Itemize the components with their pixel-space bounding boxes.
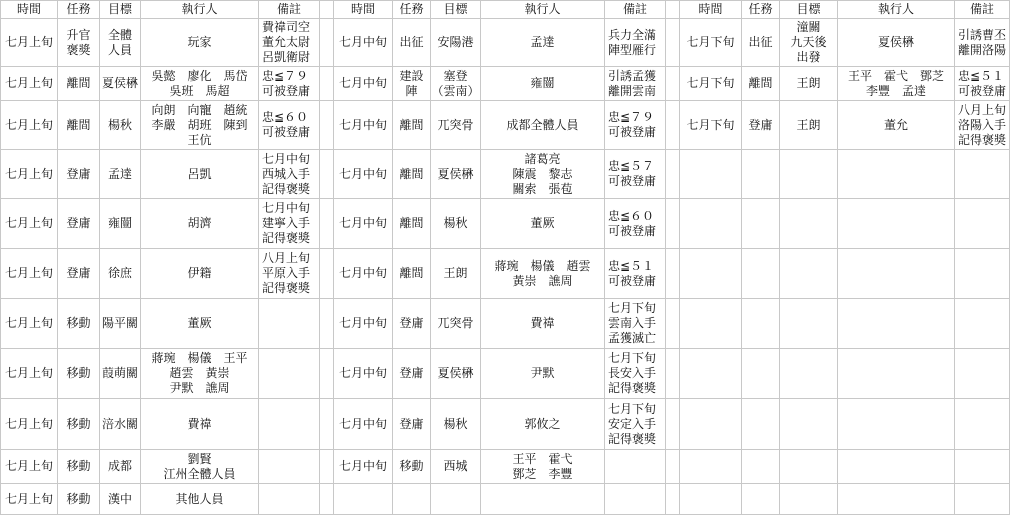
table-cell: 登庸 (58, 249, 100, 299)
header-cell (320, 0, 334, 19)
header-cell: 目標 (100, 0, 141, 19)
table-cell (680, 249, 742, 299)
table-cell: 出征 (742, 19, 780, 67)
table-cell: 王平 霍弋 鄧芝 李豐 孟達 (838, 67, 955, 101)
table-cell: 全體 人員 (100, 19, 141, 67)
header-cell: 備註 (955, 0, 1010, 19)
table-cell: 孟達 (481, 19, 605, 67)
table-cell: 七月上旬 (0, 299, 58, 349)
table-cell: 離間 (393, 150, 431, 199)
table-cell (666, 484, 680, 515)
table-cell: 費禕 (481, 299, 605, 349)
table-cell: 七月中旬 (334, 67, 393, 101)
table-cell: 移動 (58, 450, 100, 484)
table-cell: 七月下旬 (680, 101, 742, 150)
table-cell: 七月上旬 (0, 484, 58, 515)
table-cell (838, 399, 955, 450)
table-cell (320, 19, 334, 67)
table-cell: 七月上旬 (0, 249, 58, 299)
header-cell (666, 0, 680, 19)
table-cell: 王朗 (780, 67, 838, 101)
table-cell: 王朗 (780, 101, 838, 150)
table-cell: 忠≦５１ 可被登庸 (955, 67, 1010, 101)
table-cell: 忠≦７９ 可被登庸 (605, 101, 666, 150)
table-cell (780, 349, 838, 399)
table-cell (780, 484, 838, 515)
table-cell: 安陽港 (431, 19, 481, 67)
table-cell (605, 450, 666, 484)
table-cell (481, 484, 605, 515)
table-cell: 潼關 九天後 出發 (780, 19, 838, 67)
table-cell: 夏侯楙 (838, 19, 955, 67)
table-cell (838, 150, 955, 199)
table-cell: 七月上旬 (0, 450, 58, 484)
table-cell: 忠≦７９ 可被登庸 (259, 67, 320, 101)
table-cell (666, 67, 680, 101)
table-cell: 楊秋 (431, 399, 481, 450)
table-cell (680, 299, 742, 349)
header-cell: 任務 (393, 0, 431, 19)
table-cell (320, 450, 334, 484)
header-cell: 時間 (334, 0, 393, 19)
table-cell: 王朗 (431, 249, 481, 299)
table-cell (320, 484, 334, 515)
table-cell: 蔣琬 楊儀 趙雲 黃崇 譙周 (481, 249, 605, 299)
table-cell (259, 399, 320, 450)
table-cell: 登庸 (58, 150, 100, 199)
table-cell: 七月中旬 (334, 299, 393, 349)
header-cell: 執行人 (481, 0, 605, 19)
table-cell: 移動 (393, 450, 431, 484)
table-cell: 引誘曹丕 離開洛陽 (955, 19, 1010, 67)
table-cell (320, 299, 334, 349)
table-cell: 夏侯楙 (431, 150, 481, 199)
table-cell (393, 484, 431, 515)
table-cell: 成都 (100, 450, 141, 484)
table-cell (259, 299, 320, 349)
table-cell: 西城 (431, 450, 481, 484)
table-cell: 七月上旬 (0, 67, 58, 101)
table-cell (680, 349, 742, 399)
table-cell: 夏侯楙 (431, 349, 481, 399)
table-cell: 建設 陣 (393, 67, 431, 101)
table-cell (334, 484, 393, 515)
table-cell (955, 299, 1010, 349)
table-cell: 移動 (58, 299, 100, 349)
table-cell: 七月上旬 (0, 199, 58, 249)
table-cell (259, 484, 320, 515)
table-cell: 費禕 (141, 399, 259, 450)
table-cell: 登庸 (58, 199, 100, 249)
table-cell (955, 450, 1010, 484)
table-cell: 登庸 (393, 299, 431, 349)
table-cell: 七月下旬 (680, 19, 742, 67)
table-cell (838, 199, 955, 249)
table-cell (680, 450, 742, 484)
table-cell: 移動 (58, 399, 100, 450)
table-cell: 離間 (742, 67, 780, 101)
table-cell: 離間 (58, 101, 100, 150)
table-cell (666, 199, 680, 249)
table-cell: 兀突骨 (431, 101, 481, 150)
table-cell: 楊秋 (100, 101, 141, 150)
table-cell: 董厥 (481, 199, 605, 249)
table-cell: 七月中旬 (334, 450, 393, 484)
table-cell: 伊籍 (141, 249, 259, 299)
table-cell (838, 299, 955, 349)
table-cell: 忠≦５７ 可被登庸 (605, 150, 666, 199)
table-cell: 七月中旬 建寧入手 記得褒獎 (259, 199, 320, 249)
table-cell: 登庸 (742, 101, 780, 150)
table-cell (838, 349, 955, 399)
table-cell: 尹默 (481, 349, 605, 399)
header-cell: 時間 (680, 0, 742, 19)
table-cell (666, 101, 680, 150)
table-cell: 徐庶 (100, 249, 141, 299)
header-cell: 備註 (605, 0, 666, 19)
table-cell (320, 399, 334, 450)
table-cell: 郭攸之 (481, 399, 605, 450)
table-cell (320, 199, 334, 249)
table-cell: 楊秋 (431, 199, 481, 249)
table-cell: 七月中旬 (334, 199, 393, 249)
table-cell (780, 199, 838, 249)
table-cell (431, 484, 481, 515)
table-cell (955, 150, 1010, 199)
table-cell (680, 199, 742, 249)
table-cell: 孟達 (100, 150, 141, 199)
table-cell: 夏侯楙 (100, 67, 141, 101)
table-cell: 離間 (393, 101, 431, 150)
header-cell: 任務 (58, 0, 100, 19)
table-cell: 離間 (58, 67, 100, 101)
table-cell: 離間 (393, 249, 431, 299)
table-cell: 七月下旬 安定入手 記得褒獎 (605, 399, 666, 450)
table-cell: 董厥 (141, 299, 259, 349)
table-cell: 陽平關 (100, 299, 141, 349)
table-cell: 蔣琬 楊儀 王平 趙雲 黃崇 尹默 譙周 (141, 349, 259, 399)
table-cell: 八月上旬 平原入手 記得褒獎 (259, 249, 320, 299)
table-cell (780, 249, 838, 299)
table-cell: 七月中旬 (334, 19, 393, 67)
table-cell (780, 299, 838, 349)
table-cell: 其他人員 (141, 484, 259, 515)
header-cell: 目標 (780, 0, 838, 19)
table-cell (780, 399, 838, 450)
header-cell: 執行人 (838, 0, 955, 19)
table-cell (666, 150, 680, 199)
table-cell (320, 150, 334, 199)
table-cell: 七月上旬 (0, 349, 58, 399)
table-cell: 七月下旬 (680, 67, 742, 101)
table-cell: 離間 (393, 199, 431, 249)
table-cell: 七月中旬 (334, 399, 393, 450)
table-cell: 董允 (838, 101, 955, 150)
table-cell: 八月上旬 洛陽入手 記得褒獎 (955, 101, 1010, 150)
table-cell (605, 484, 666, 515)
header-cell: 任務 (742, 0, 780, 19)
table-cell (955, 484, 1010, 515)
table-cell: 升官 褒獎 (58, 19, 100, 67)
table-cell: 劉賢 江州全體人員 (141, 450, 259, 484)
table-cell (955, 199, 1010, 249)
table-cell: 七月中旬 (334, 101, 393, 150)
header-cell: 目標 (431, 0, 481, 19)
table-cell (320, 67, 334, 101)
table-cell (955, 399, 1010, 450)
table-cell: 七月上旬 (0, 19, 58, 67)
table-cell (838, 450, 955, 484)
table-cell (680, 484, 742, 515)
table-cell: 七月上旬 (0, 150, 58, 199)
table-cell: 引誘孟獲 離開雲南 (605, 67, 666, 101)
table-cell: 忠≦６０ 可被登庸 (259, 101, 320, 150)
table-cell: 胡濟 (141, 199, 259, 249)
table-cell (742, 399, 780, 450)
table-cell: 王平 霍弋 鄧芝 李豐 (481, 450, 605, 484)
table-cell (666, 299, 680, 349)
table-cell (259, 349, 320, 399)
header-cell: 備註 (259, 0, 320, 19)
table-cell (666, 399, 680, 450)
table-cell (680, 399, 742, 450)
table-cell: 諸葛亮 陳震 黎志 關索 張苞 (481, 150, 605, 199)
table-cell: 七月下旬 雲南入手 孟獲滅亡 (605, 299, 666, 349)
table-cell (680, 150, 742, 199)
table-cell (666, 349, 680, 399)
table-cell: 吳懿 廖化 馬岱 吳班 馬超 (141, 67, 259, 101)
table-cell: 登庸 (393, 399, 431, 450)
table-cell (666, 249, 680, 299)
table-cell: 雍闓 (481, 67, 605, 101)
table-cell: 兀突骨 (431, 299, 481, 349)
table-cell (259, 450, 320, 484)
table-cell: 漢中 (100, 484, 141, 515)
header-cell: 執行人 (141, 0, 259, 19)
table-cell: 忠≦６０ 可被登庸 (605, 199, 666, 249)
table-cell (320, 249, 334, 299)
table-cell: 葭萌關 (100, 349, 141, 399)
table-cell (780, 450, 838, 484)
table-cell: 登庸 (393, 349, 431, 399)
table-cell: 費禕司空 董允太尉 呂凱衛尉 (259, 19, 320, 67)
table-cell: 忠≦５１ 可被登庸 (605, 249, 666, 299)
table-cell (742, 484, 780, 515)
table-cell (742, 150, 780, 199)
table-cell (742, 199, 780, 249)
table-cell (955, 349, 1010, 399)
table-cell (320, 349, 334, 399)
table-cell (955, 249, 1010, 299)
table-cell (742, 249, 780, 299)
table-cell: 雍闓 (100, 199, 141, 249)
table-cell (742, 349, 780, 399)
table-cell (742, 299, 780, 349)
table-cell: 成都全體人員 (481, 101, 605, 150)
table-cell: 向朗 向寵 趙統 李嚴 胡班 陳到 王伉 (141, 101, 259, 150)
table-cell (838, 484, 955, 515)
table-cell (780, 150, 838, 199)
table-cell: 七月上旬 (0, 101, 58, 150)
table-cell: 玩家 (141, 19, 259, 67)
table-cell (666, 450, 680, 484)
table-cell: 移動 (58, 349, 100, 399)
table-cell (320, 101, 334, 150)
table-cell: 呂凱 (141, 150, 259, 199)
table-cell (742, 450, 780, 484)
header-cell: 時間 (0, 0, 58, 19)
table-cell: 塞登 （雲南） (431, 67, 481, 101)
table-cell: 兵力全滿 陣型雁行 (605, 19, 666, 67)
table-cell: 七月中旬 (334, 249, 393, 299)
table-cell: 七月中旬 (334, 349, 393, 399)
table-cell: 涪水關 (100, 399, 141, 450)
table-cell (666, 19, 680, 67)
table-cell: 七月下旬 長安入手 記得褒獎 (605, 349, 666, 399)
table-cell: 七月中旬 西城入手 記得褒獎 (259, 150, 320, 199)
table-cell: 七月上旬 (0, 399, 58, 450)
table-cell (838, 249, 955, 299)
table-cell: 移動 (58, 484, 100, 515)
table-cell: 七月中旬 (334, 150, 393, 199)
table-cell: 出征 (393, 19, 431, 67)
